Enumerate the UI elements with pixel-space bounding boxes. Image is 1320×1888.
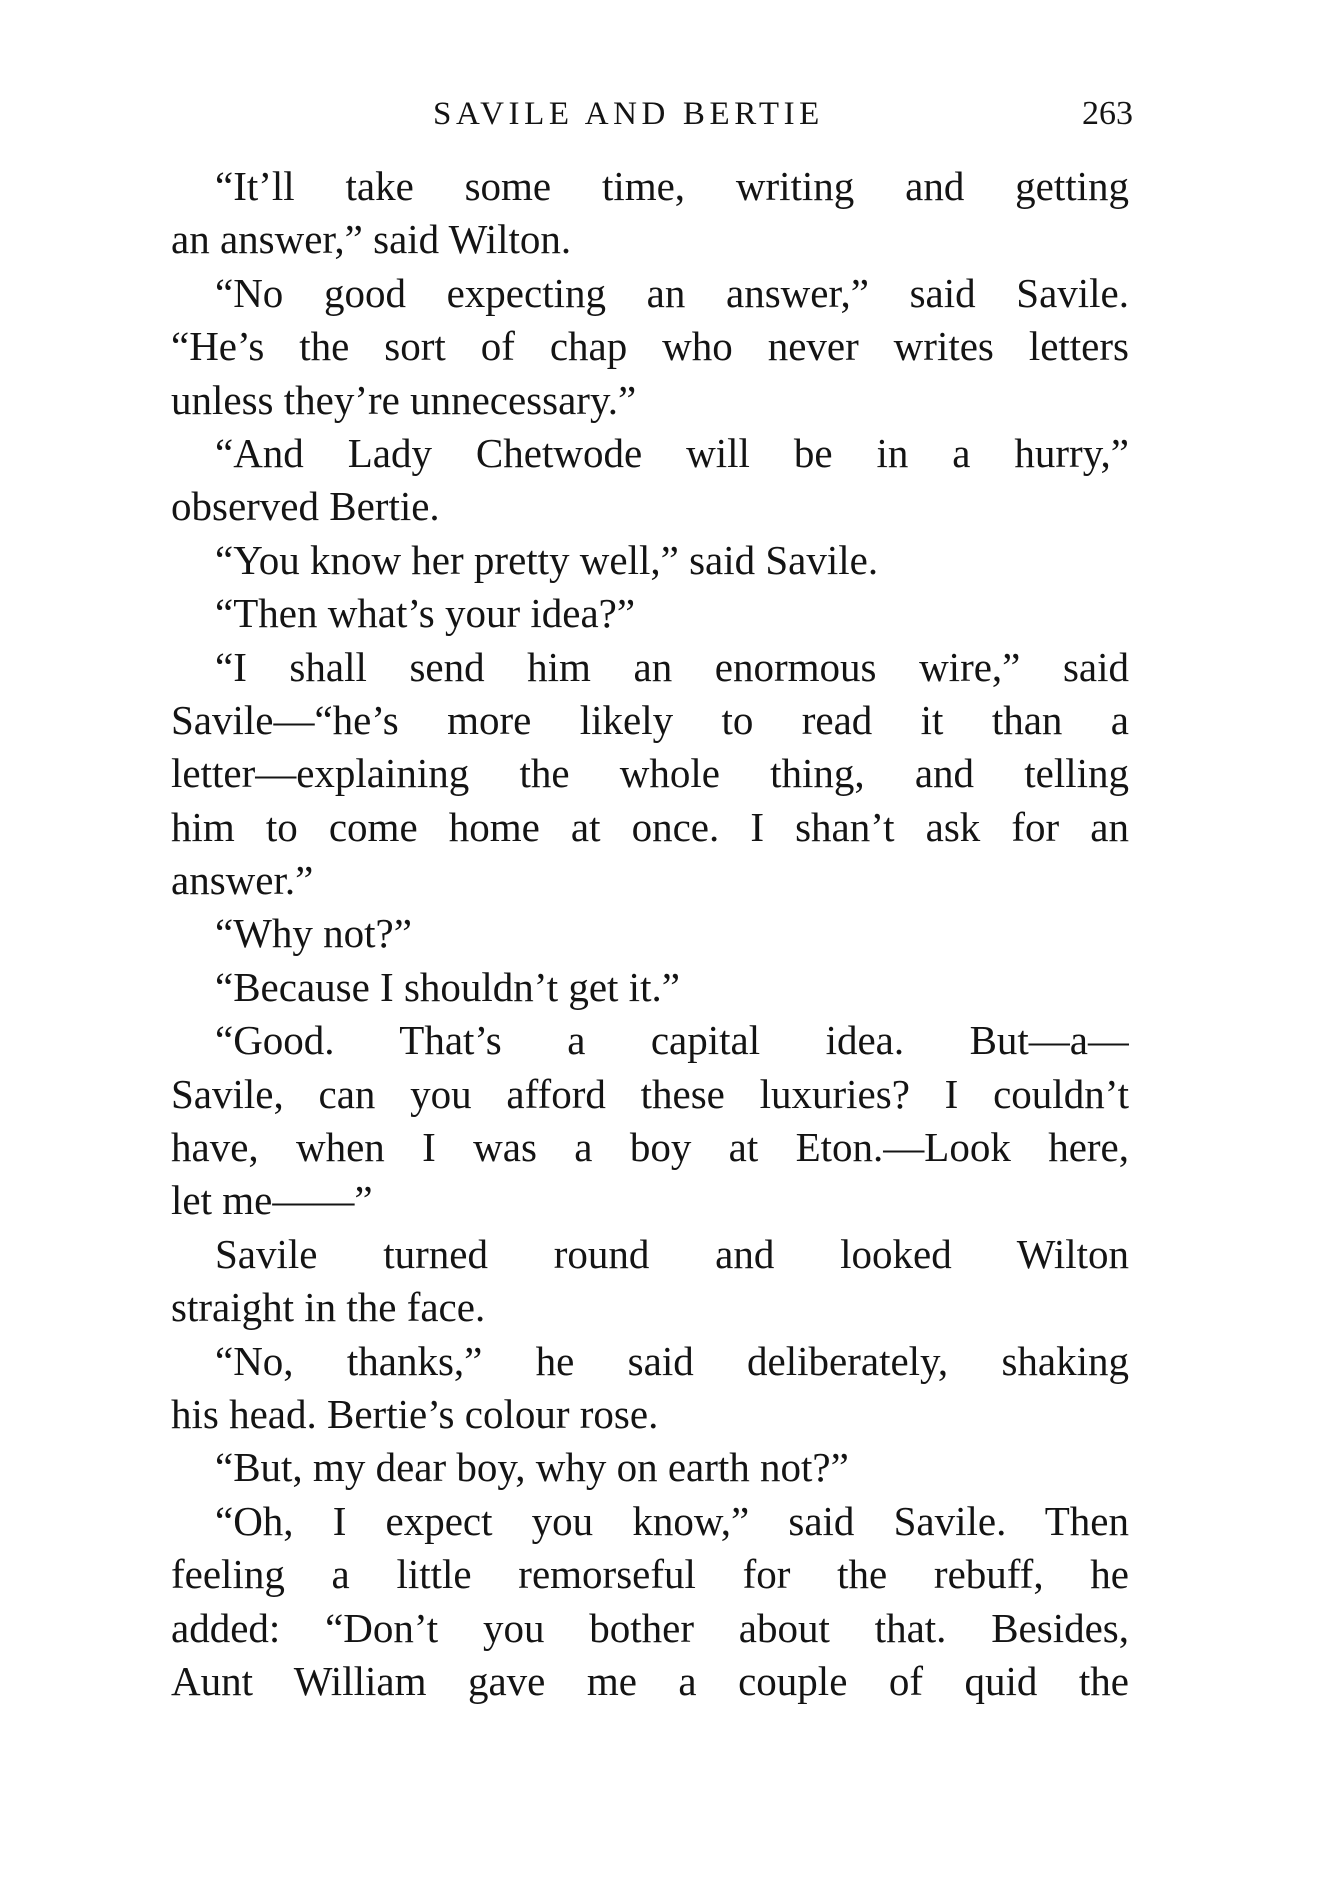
text-line: Savile, can you afford these luxuries? I couldn’t: [171, 1070, 1129, 1117]
body-text: [171, 160, 1129, 1708]
text-line: “Why not?”: [215, 910, 412, 957]
text-line: “Then what’s your idea?”: [215, 590, 636, 637]
page-header: [171, 92, 1171, 136]
text-line: observed Bertie.: [171, 483, 440, 530]
text-line: “It’ll take some time, writing and getting: [215, 163, 1129, 209]
text-line: “No, thanks,” he said deliberately, shaking: [215, 1337, 1129, 1384]
page-number: 263: [1082, 95, 1133, 132]
text-line: him to come home at once. I shan’t ask for an: [171, 803, 1129, 850]
text-line: Savile—“he’s more likely to read it than a: [171, 696, 1129, 743]
text-line: “You know her pretty well,” said Savile.: [215, 536, 879, 583]
text-line: added: “Don’t you bother about that. Besides,: [171, 1604, 1129, 1651]
text-line: “He’s the sort of chap who never writes letters: [171, 323, 1129, 370]
text-line: straight in the face.: [171, 1284, 486, 1331]
text-line: have, when I was a boy at Eton.—Look here,: [171, 1124, 1129, 1171]
text-line: letter—explaining the whole thing, and telling: [171, 750, 1129, 797]
text-line: “No good expecting an answer,” said Savile.: [215, 269, 1129, 316]
text-line: “But, my dear boy, why on earth not?”: [215, 1444, 849, 1491]
running-head: SAVILE AND BERTIE: [433, 96, 824, 132]
text-line: “Oh, I expect you know,” said Savile. Then: [215, 1497, 1129, 1544]
text-line: let me——”: [171, 1177, 373, 1224]
text-line: Aunt William gave me a couple of quid the: [171, 1657, 1129, 1704]
text-line: Savile turned round and looked Wilton: [215, 1230, 1129, 1277]
text-line: “And Lady Chetwode will be in a hurry,”: [215, 429, 1129, 476]
text-line: feeling a little remorseful for the rebuff, he: [171, 1551, 1129, 1598]
text-line: “Good. That’s a capital idea. But—a—: [215, 1017, 1129, 1064]
text-line: his head. Bertie’s colour rose.: [171, 1390, 659, 1437]
text-line: “Because I shouldn’t get it.”: [215, 963, 680, 1010]
text-line: unless they’re unnecessary.”: [171, 376, 637, 423]
text-line: answer.”: [171, 857, 314, 904]
text-line: an answer,” said Wilton.: [171, 216, 572, 263]
text-line: “I shall send him an enormous wire,” said: [215, 643, 1129, 690]
